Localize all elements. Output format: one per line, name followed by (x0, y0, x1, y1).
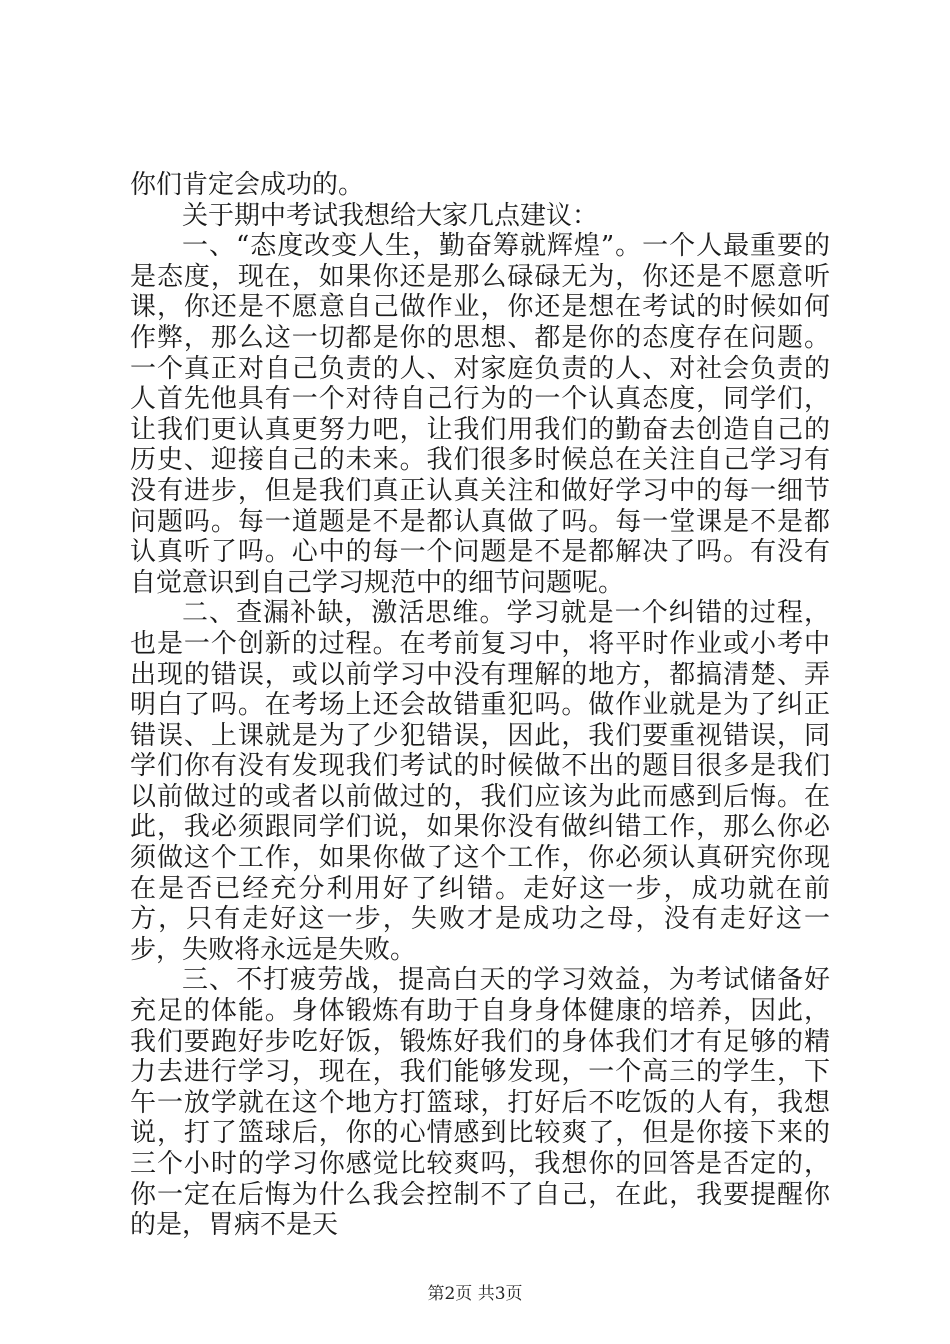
paragraph-2: 关于期中考试我想给大家几点建议： (182, 200, 599, 231)
page-footer: 第2页 共3页 (427, 1284, 523, 1304)
paragraph-3: 一、“态度改变人生，勤奋筹就辉煌”。一个人最重要的是态度，现在，如果你还是那么碌碌无为，你还是不愿意听课，你还是不愿意自己做作业，你还是想在考试的时候如何作弊，那么这一切都是你的思想、都是你的态度存在问题。一个真正对自己负责的人、对家庭负责的人、对社会负责的人首先他具有一个对待自己行为的一个认真态度，同学们，让我们更认真更努力吧，让我们用我们的勤奋去创造自己的历史、迎接自己的未来。我们很多时候总在关注自己学习有没有进步，但是我们真正认真关注和做好学习中的每一细节问题吗。每一道题是不是都认真做了吗。每一堂课是不是都认真听了吗。心中的每一个问题是不是都解决了吗。有没有自觉意识到自己学习规范中的细节问题呢。 (130, 231, 830, 598)
paragraph-5: 三、不打疲劳战，提高白天的学习效益，为考试储备好充足的体能。身体锻炼有助于自身身体健康的培养，因此，我们要跑好步吃好饭，锻炼好我们的身体我们才有足够的精力去进行学习，现在，我们能够发现，一个高三的学生，下午一放学就在这个地方打篮球，打好后不吃饭的人有，我想说，打了篮球后，你的心情感到比较爽了，但是你接下来的三个小时的学习你感觉比较爽吗，我想你的回答是否定的，你一定在后悔为什么我会控制不了自己，在此，我要提醒你的是，胃病不是天 (130, 965, 830, 1241)
paragraph-1: 你们肯定会成功的。 (130, 170, 365, 200)
document-body (130, 170, 830, 1241)
paragraph-4: 二、查漏补缺，激活思维。学习就是一个纠错的过程，也是一个创新的过程。在考前复习中，将平时作业或小考中出现的错误，或以前学习中没有理解的地方，都搞清楚、弄明白了吗。在考场上还会故错重犯吗。做作业就是为了纠正错误、上课就是为了少犯错误，因此，我们要重视错误，同学们你有没有发现我们考试的时候做不出的题目很多是我们以前做过的或者以前做过的，我们应该为此而感到后悔。在此，我必须跟同学们说，如果你没有做纠错工作，那么你必须做这个工作，如果你做了这个工作，你必须认真研究你现在是否已经充分利用好了纠错。走好这一步，成功就在前方，只有走好这一步，失败才是成功之母，没有走好这一步，失败将永远是失败。 (130, 598, 830, 965)
